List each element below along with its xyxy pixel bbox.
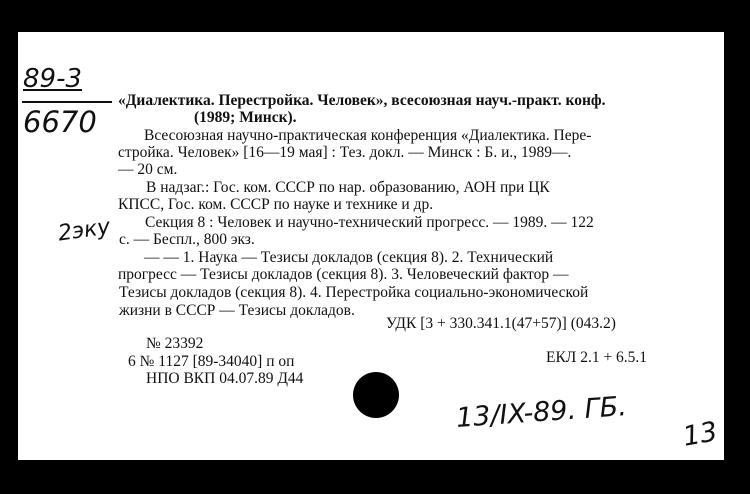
body-line-4: В надзаг.: Гос. ком. СССР по нар. образованию, АОН при ЦК xyxy=(146,179,550,196)
body-line-10: Тезисы докладов (секция 8). 4. Перестройка социально-экономической xyxy=(119,284,589,301)
body-line-3: — 20 см. xyxy=(118,161,178,178)
body-line-8: — — 1. Наука — Тезисы докладов (секция 8). 2. Технический xyxy=(144,249,554,266)
body-line-5: КПСС, Гос. ком. СССР по науке и технике и др. xyxy=(118,196,434,213)
body-line-2: стройка. Человек» [16—19 мая] : Тез. докл. — Минск : Б. и., 1989—. xyxy=(118,144,572,161)
margin-handwritten-note: 2эку xyxy=(56,214,112,247)
body-line-9: прогресс — Тезисы докладов (секция 8). 3. Человеческий фактор — xyxy=(118,266,569,283)
punch-hole xyxy=(353,372,399,418)
call-number-top: 89-3 xyxy=(23,64,83,94)
body-line-11: жизни в СССР — Тезисы докладов. xyxy=(119,302,355,319)
handwritten-corner-note: 13 xyxy=(680,416,720,453)
body-line-1: Всесоюзная научно-практическая конференция «Диалектика. Пере- xyxy=(144,127,592,144)
heading-line-2: (1989; Минск). xyxy=(194,109,297,126)
print-line: 6 № 1127 [89-34040] п оп xyxy=(128,353,295,370)
body-line-7: с. — Беспл., 800 экз. xyxy=(119,231,255,248)
udk-line: УДК [3 + 330.341.1(47+57)] (043.2) xyxy=(386,315,616,332)
heading-line-1: «Диалектика. Перестройка. Человек», всесоюзная науч.-практ. конф. xyxy=(118,92,606,109)
npo-line: НПО ВКП 04.07.89 Д44 xyxy=(146,370,304,387)
call-number-bottom: 6670 xyxy=(23,105,97,139)
call-number-rule xyxy=(22,101,112,103)
handwritten-date-note: 13/IX-89. ГБ. xyxy=(455,391,628,434)
body-line-6: Секция 8 : Человек и научно-технический прогресс. — 1989. — 122 xyxy=(145,214,594,231)
ekl-line: ЕКЛ 2.1 + 6.5.1 xyxy=(546,349,648,366)
record-number: № 23392 xyxy=(146,335,204,352)
catalog-card xyxy=(18,32,724,460)
